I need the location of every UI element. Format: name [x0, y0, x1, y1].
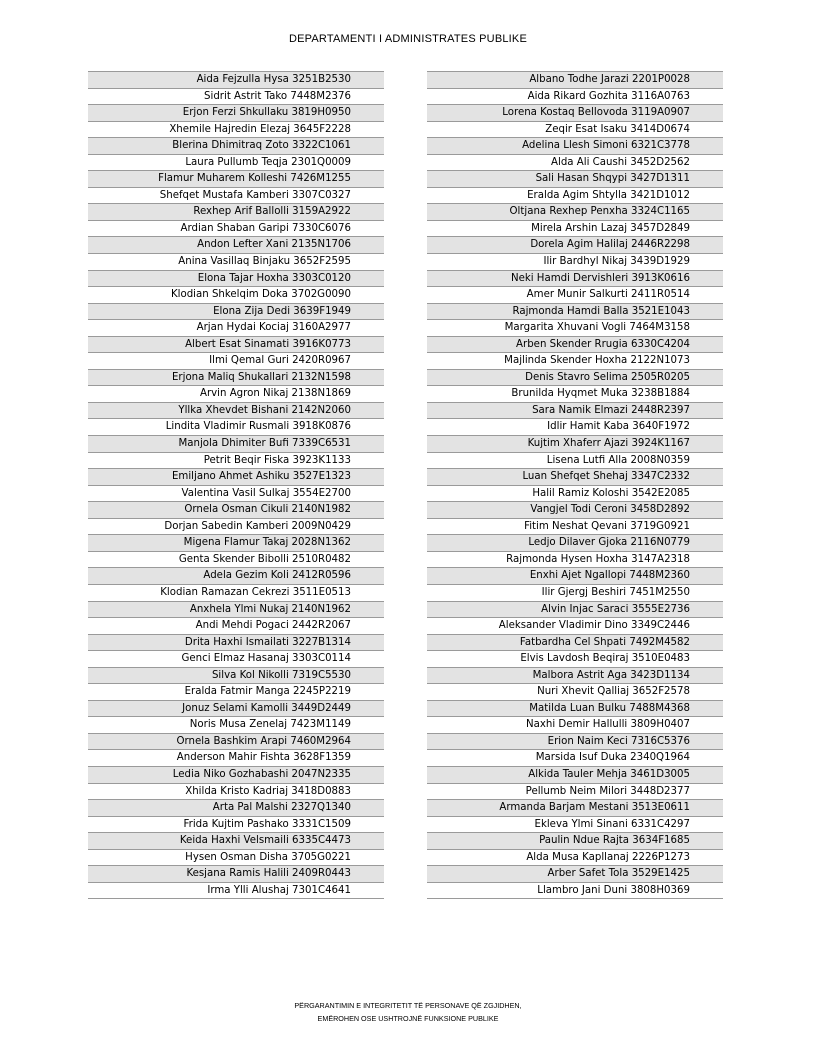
list-item: Keida Haxhi Velsmaili 6335C4473 [88, 833, 384, 850]
footer-line-2: EMËROHEN OSE USHTROJNË FUNKSIONE PUBLIKE [317, 1014, 499, 1023]
list-item: Erjona Maliq Shukallari 2132N1598 [88, 370, 384, 387]
list-item: Arben Skender Rrugia 6330C4204 [427, 337, 723, 354]
list-item: Majlinda Skender Hoxha 2122N1073 [427, 353, 723, 370]
list-item: Pellumb Neim Milori 3448D2377 [427, 784, 723, 801]
list-item: Flamur Muharem Kolleshi 7426M1255 [88, 171, 384, 188]
list-item: Sali Hasan Shqypi 3427D1311 [427, 171, 723, 188]
list-item: Rexhep Arif Ballolli 3159A2922 [88, 204, 384, 221]
list-item: Valentina Vasil Sulkaj 3554E2700 [88, 486, 384, 503]
list-item: Irma Ylli Alushaj 7301C4641 [88, 883, 384, 900]
list-item: Frida Kujtim Pashako 3331C1509 [88, 817, 384, 834]
list-item: Erjon Ferzi Shkullaku 3819H0950 [88, 105, 384, 122]
list-item: Lisena Lutfi Alla 2008N0359 [427, 453, 723, 470]
list-item: Alvin Injac Saraci 3555E2736 [427, 602, 723, 619]
list-item: Denis Stavro Selima 2505R0205 [427, 370, 723, 387]
list-item: Yllka Xhevdet Bishani 2142N2060 [88, 403, 384, 420]
list-item: Kesjana Ramis Halili 2409R0443 [88, 866, 384, 883]
list-item: Ilir Gjergj Beshiri 7451M2550 [427, 585, 723, 602]
list-item: Lindita Vladimir Rusmali 3918K0876 [88, 419, 384, 436]
list-item: Brunilda Hyqmet Muka 3238B1884 [427, 386, 723, 403]
list-item: Petrit Beqir Fiska 3923K1133 [88, 453, 384, 470]
list-item: Emiljano Ahmet Ashiku 3527E1323 [88, 469, 384, 486]
list-item: Alda Musa Kapllanaj 2226P1273 [427, 850, 723, 867]
list-item: Arjan Hydai Kociaj 3160A2977 [88, 320, 384, 337]
list-item: Enxhi Ajet Ngallopi 7448M2360 [427, 568, 723, 585]
list-item: Elona Tajar Hoxha 3303C0120 [88, 271, 384, 288]
list-item: Armanda Barjam Mestani 3513E0611 [427, 800, 723, 817]
list-item: Halil Ramiz Koloshi 3542E2085 [427, 486, 723, 503]
list-item: Rajmonda Hamdi Balla 3521E1043 [427, 304, 723, 321]
list-item: Drita Haxhi Ismailati 3227B1314 [88, 635, 384, 652]
list-item: Dorela Agim Halilaj 2446R2298 [427, 237, 723, 254]
list-item: Andon Lefter Xani 2135N1706 [88, 237, 384, 254]
list-item: Erion Naim Keci 7316C5376 [427, 734, 723, 751]
list-item: Naxhi Demir Hallulli 3809H0407 [427, 717, 723, 734]
list-item: Anxhela Ylmi Nukaj 2140N1962 [88, 602, 384, 619]
list-item: Noris Musa Zenelaj 7423M1149 [88, 717, 384, 734]
list-item: Ornela Osman Cikuli 2140N1982 [88, 502, 384, 519]
list-item: Jonuz Selami Kamolli 3449D2449 [88, 701, 384, 718]
list-item: Xhilda Kristo Kadriaj 3418D0883 [88, 784, 384, 801]
list-item: Kujtim Xhaferr Ajazi 3924K1167 [427, 436, 723, 453]
list-item: Genci Elmaz Hasanaj 3303C0114 [88, 651, 384, 668]
list-item: Ledjo Dilaver Gjoka 2116N0779 [427, 535, 723, 552]
list-item: Ilir Bardhyl Nikaj 3439D1929 [427, 254, 723, 271]
list-item: Xhemile Hajredin Elezaj 3645F2228 [88, 122, 384, 139]
list-item: Sidrit Astrit Tako 7448M2376 [88, 89, 384, 106]
list-item: Arta Pal Malshi 2327Q1340 [88, 800, 384, 817]
list-item: Paulin Ndue Rajta 3634F1685 [427, 833, 723, 850]
list-item: Luan Shefqet Shehaj 3347C2332 [427, 469, 723, 486]
list-item: Fitim Neshat Qevani 3719G0921 [427, 519, 723, 536]
page-title: DEPARTAMENTI I ADMINISTRATES PUBLIKE [288, 33, 528, 45]
list-item: Migena Flamur Takaj 2028N1362 [88, 535, 384, 552]
list-item: Ekleva Ylmi Sinani 6331C4297 [427, 817, 723, 834]
list-item: Vangjel Todi Ceroni 3458D2892 [427, 502, 723, 519]
list-item: Rajmonda Hysen Hoxha 3147A2318 [427, 552, 723, 569]
list-item: Andi Mehdi Pogaci 2442R2067 [88, 618, 384, 635]
list-item: Matilda Luan Bulku 7488M4368 [427, 701, 723, 718]
list-item: Aleksander Vladimir Dino 3349C2446 [427, 618, 723, 635]
list-item: Elona Zija Dedi 3639F1949 [88, 304, 384, 321]
list-item: Aida Fejzulla Hysa 3251B2530 [88, 72, 384, 89]
list-item: Klodian Ramazan Cekrezi 3511E0513 [88, 585, 384, 602]
list-item: Blerina Dhimitraq Zoto 3322C1061 [88, 138, 384, 155]
list-item: Arber Safet Tola 3529E1425 [427, 866, 723, 883]
list-item: Anderson Mahir Fishta 3628F1359 [88, 750, 384, 767]
list-item: Aida Rikard Gozhita 3116A0763 [427, 89, 723, 106]
list-item: Hysen Osman Disha 3705G0221 [88, 850, 384, 867]
list-item: Silva Kol Nikolli 7319C5530 [88, 668, 384, 685]
list-item: Adelina Llesh Simoni 6321C3778 [427, 138, 723, 155]
list-item: Arvin Agron Nikaj 2138N1869 [88, 386, 384, 403]
list-item: Sara Namik Elmazi 2448R2397 [427, 403, 723, 420]
list-item: Marsida Isuf Duka 2340Q1964 [427, 750, 723, 767]
list-item: Neki Hamdi Dervishleri 3913K0616 [427, 271, 723, 288]
list-item: Ilmi Qemal Guri 2420R0967 [88, 353, 384, 370]
list-item: Margarita Xhuvani Vogli 7464M3158 [427, 320, 723, 337]
list-item: Alkida Tauler Mehja 3461D3005 [427, 767, 723, 784]
list-item: Ornela Bashkim Arapi 7460M2964 [88, 734, 384, 751]
list-item: Albert Esat Sinamati 3916K0773 [88, 337, 384, 354]
list-item: Elvis Lavdosh Beqiraj 3510E0483 [427, 651, 723, 668]
list-item: Idlir Hamit Kaba 3640F1972 [427, 419, 723, 436]
list-item: Anina Vasillaq Binjaku 3652F2595 [88, 254, 384, 271]
list-item: Ardian Shaban Garipi 7330C6076 [88, 221, 384, 238]
right-name-list [427, 71, 723, 899]
list-item: Amer Munir Salkurti 2411R0514 [427, 287, 723, 304]
list-item: Adela Gezim Koli 2412R0596 [88, 568, 384, 585]
list-item: Zeqir Esat Isaku 3414D0674 [427, 122, 723, 139]
list-item: Lorena Kostaq Bellovoda 3119A0907 [427, 105, 723, 122]
list-item: Albano Todhe Jarazi 2201P0028 [427, 72, 723, 89]
list-item: Oltjana Rexhep Penxha 3324C1165 [427, 204, 723, 221]
list-item: Shefqet Mustafa Kamberi 3307C0327 [88, 188, 384, 205]
page-footer [0, 999, 816, 1025]
list-item: Mirela Arshin Lazaj 3457D2849 [427, 221, 723, 238]
list-item: Laura Pullumb Teqja 2301Q0009 [88, 155, 384, 172]
list-item: Alda Ali Caushi 3452D2562 [427, 155, 723, 172]
list-item: Ledia Niko Gozhabashi 2047N2335 [88, 767, 384, 784]
footer-line-1: PËRGARANTIMIN E INTEGRITETIT TË PERSONAVE QË ZGJIDHEN, [294, 1001, 522, 1010]
list-item: Malbora Astrit Aga 3423D1134 [427, 668, 723, 685]
list-item: Llambro Jani Duni 3808H0369 [427, 883, 723, 900]
list-item: Dorjan Sabedin Kamberi 2009N0429 [88, 519, 384, 536]
list-item: Klodian Shkelqim Doka 3702G0090 [88, 287, 384, 304]
list-item: Genta Skender Bibolli 2510R0482 [88, 552, 384, 569]
left-name-list [88, 71, 384, 899]
list-item: Nuri Xhevit Qalliaj 3652F2578 [427, 684, 723, 701]
list-item: Eralda Fatmir Manga 2245P2219 [88, 684, 384, 701]
list-item: Eralda Agim Shtylla 3421D1012 [427, 188, 723, 205]
list-item: Fatbardha Cel Shpati 7492M4582 [427, 635, 723, 652]
list-item: Manjola Dhimiter Bufi 7339C6531 [88, 436, 384, 453]
